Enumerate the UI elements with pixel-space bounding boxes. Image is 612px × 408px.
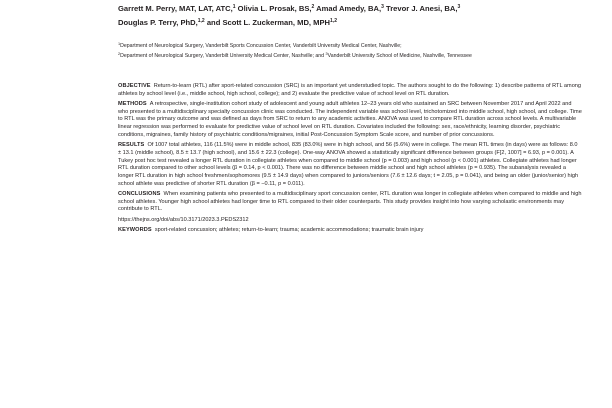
- author-affiliation-mark: 1,2: [330, 18, 337, 24]
- results-heading: RESULTS: [118, 142, 145, 149]
- doi-link[interactable]: https://thejns.org/doi/abs/10.3171/2023.3.PEDS2312: [118, 216, 249, 223]
- objective-section: [118, 83, 582, 98]
- conclusions-text: When examining patients who presented to a multidisciplinary sport concussion center, RTL duration was longer in collegiate athletes when compared to middle and high school athletes. Younger high school athletes had longer time to RTL compared to their older counterparts. This study provides insight into how varying scholastic environments may contribute to RTL.: [118, 190, 582, 213]
- author-name: Trevor J. Anesi, BA,: [383, 4, 458, 13]
- author-affiliation-mark: 3: [457, 4, 461, 10]
- author-name: Amad Amedy, BA,: [314, 4, 382, 13]
- affiliation-1: $^1$Department of Neurological Surgery, Vanderbilt Sports Concussion Center, Vanderbilt University Medical Center, Nashville;: [118, 42, 402, 49]
- keywords-heading: KEYWORDS: [118, 226, 152, 233]
- results-text: Of 1007 total athletes, 116 (11.5%) were in middle school, 835 (83.0%) were in high school, and 56 (5.6%) were in college. The mean RTL times (in days) were as follows: 8.0 ± 13.1 (middle school), 8.5 ± 13.7 (high school), and 15.6 ± 22.3 (college). One-way ANOVA showed a statistically significant difference between groups (F[2, 1007] = 6.93, p = 0.001). A Tukey post hoc test revealed a longer RTL duration in collegiate athletes when compared to middle school (p = 0.003) and high school (p < 0.001) athletes. Collegiate athletes had longer RTL duration compared to other school levels (β = 0.14, p < 0.001). There was no difference between middle school and high school athletes (p = 0.935). The subanalysis revealed a longer RTL duration in high school freshmen/sophomores (9.5 ± 14.9 days) when compared to juniors/seniors (7.6 ± 12.6 days; t = 2.05, p = 0.041), and being an older (junior/senior) high school athlete was predictive of shorter RTL duration (β = −0.11, p = 0.011).: [118, 142, 579, 187]
- conclusions-section: [118, 191, 582, 214]
- abstract: [118, 83, 582, 237]
- keywords-section: [118, 227, 582, 235]
- methods-text: A retrospective, single-institution cohort study of adolescent and young adult athletes 12–23 years old who sustained an SRC between November 2017 and April 2022 and who presented to a multidisciplinary specialty concussion clinic was conducted. The independent variable was school level, trichotomized into middle school, high school, and college. Time to RTL was the primary outcome and was defined as days from SRC to return to any academic activities. ANOVA was used to compare RTL duration across school levels. A multivariable linear regression was performed to evaluate for predictive value of school level on RTL duration. Covariates included the following: sex, race/ethnicity, learning disorder, psychiatric conditions, migraines, family history of psychiatric conditions/migraines, initial Post-Concussion Symptom Scale score, and number of prior concussions.: [118, 101, 582, 138]
- methods-section: [118, 101, 582, 140]
- author-name: Olivia L. Prosak, BS,: [235, 4, 312, 13]
- author-line-1: [118, 1, 588, 15]
- author-affiliation-mark: 2: [311, 4, 315, 10]
- author-name: Douglas P. Terry, PhD,: [118, 18, 198, 27]
- author-line-2: [118, 15, 588, 29]
- keywords-text: sport-related concussion; athletes; return-to-learn; trauma; academic accommodations; traumatic brain injury: [154, 226, 424, 233]
- author-affiliation-mark: 1,2: [197, 18, 205, 24]
- author-affiliation-mark: 1: [232, 4, 236, 10]
- affiliation-2-3: $^2$Department of Neurological Surgery, Vanderbilt University Medical Center, Nashville; and $^3$Vanderbilt University School of Medicine, Nashville, Tennessee: [118, 51, 472, 59]
- author-list: [118, 1, 588, 29]
- author-name: Garrett M. Perry, MAT, LAT, ATC,: [118, 4, 233, 13]
- author-name: and Scott L. Zuckerman, MD, MPH: [204, 18, 331, 27]
- author-affiliation-mark: 3: [381, 4, 384, 10]
- objective-heading: OBJECTIVE: [118, 83, 151, 89]
- objective-text: Return-to-learn (RTL) after sport-related concussion (SRC) is an important yet understudied topic. The authors sought to do the following: 1) describe patterns of RTL among athletes by school level (i.e., middle school, high school, college); and 2) evaluate the predictive value of school level on RTL duration.: [118, 83, 582, 97]
- affiliations: [118, 41, 588, 60]
- methods-heading: METHODS: [118, 101, 147, 107]
- conclusions-heading: CONCLUSIONS: [118, 190, 161, 197]
- results-section: [118, 142, 582, 188]
